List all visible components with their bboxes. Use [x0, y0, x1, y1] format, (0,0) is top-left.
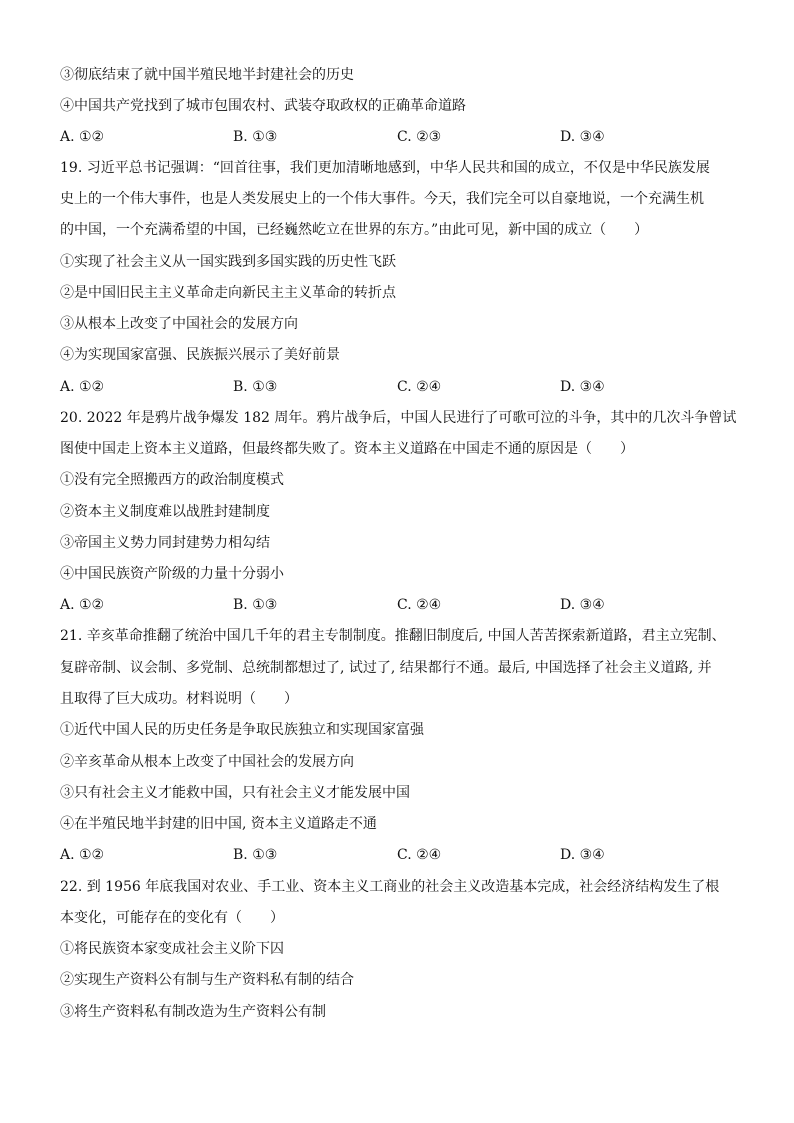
- q19-option-c[interactable]: C. ②④: [397, 379, 442, 395]
- q20-options: [60, 595, 750, 615]
- q20-option-b[interactable]: B. ①③: [233, 597, 278, 613]
- q18-option-b[interactable]: B. ①③: [233, 129, 278, 145]
- q20-stem-line-1: 20. 2022 年是鸦片战争爆发 182 周年。鸦片战争后，中国人民进行了可歌可泣的斗争，其中的几次斗争曾试: [60, 410, 737, 426]
- q21-stem-line-2: 复辟帝制、议会制、多党制、总统制都想过了, 试过了, 结果都行不通。最后, 中国选择了社会主义道路, 并: [60, 660, 712, 676]
- q21-option-b[interactable]: B. ①③: [233, 847, 278, 863]
- q21-stem-line-1: 21. 辛亥革命推翻了统治中国几千年的君主专制制度。推翻旧制度后, 中国人苦苦探索新道路，君主立宪制、: [60, 628, 726, 644]
- q18-option-c[interactable]: C. ②③: [397, 129, 442, 145]
- q19-stem-line-2: 史上的一个伟大事件，也是人类发展史上的一个伟大事件。今天，我们完全可以自豪地说，一个充满生机: [60, 191, 704, 207]
- q22-item-2: ②实现生产资料公有制与生产资料私有制的结合: [60, 972, 354, 988]
- q18-item-4: ④中国共产党找到了城市包围农村、武装夺取政权的正确革命道路: [60, 98, 466, 114]
- q21-option-d[interactable]: D. ③④: [560, 847, 605, 863]
- q19-option-a[interactable]: A. ①②: [60, 379, 105, 395]
- q20-item-1: ①没有完全照搬西方的政治制度模式: [60, 472, 284, 488]
- q22-stem-line-1: 22. 到 1956 年底我国对农业、手工业、资本主义工商业的社会主义改造基本完成，社会经济结构发生了根: [60, 879, 720, 895]
- q21-options: [60, 845, 750, 865]
- q19-item-1: ①实现了社会主义从一国实践到多国实践的历史性飞跃: [60, 254, 396, 270]
- q19-stem-line-1: 19. 习近平总书记强调：“回首往事，我们更加清晰地感到，中华人民共和国的成立，不仅是中华民族发展: [60, 160, 710, 176]
- q21-option-a[interactable]: A. ①②: [60, 847, 105, 863]
- q19-option-d[interactable]: D. ③④: [560, 379, 605, 395]
- q20-item-4: ④中国民族资产阶级的力量十分弱小: [60, 566, 284, 582]
- q20-option-a[interactable]: A. ①②: [60, 597, 105, 613]
- q21-item-2: ②辛亥革命从根本上改变了中国社会的发展方向: [60, 754, 354, 770]
- q19-option-b[interactable]: B. ①③: [233, 379, 278, 395]
- q20-stem-line-2: 图使中国走上资本主义道路，但最终都失败了。资本主义道路在中国走不通的原因是（ ）: [60, 441, 634, 457]
- q21-stem-line-3: 且取得了巨大成功。材料说明（ ）: [60, 691, 298, 707]
- q18-item-3: ③彻底结束了就中国半殖民地半封建社会的历史: [60, 67, 354, 83]
- q20-option-c[interactable]: C. ②④: [397, 597, 442, 613]
- q22-stem-line-2: 本变化，可能存在的变化有（ ）: [60, 910, 284, 926]
- q20-item-3: ③帝国主义势力同封建势力相勾结: [60, 535, 270, 551]
- q19-item-2: ②是中国旧民主主义革命走向新民主主义革命的转折点: [60, 285, 396, 301]
- q21-item-1: ①近代中国人民的历史任务是争取民族独立和实现国家富强: [60, 722, 424, 738]
- q22-item-1: ①将民族资本家变成社会主义阶下囚: [60, 941, 284, 957]
- q22-item-3: ③将生产资料私有制改造为生产资料公有制: [60, 1004, 326, 1020]
- q20-item-2: ②资本主义制度难以战胜封建制度: [60, 504, 270, 520]
- q18-option-a[interactable]: A. ①②: [60, 129, 105, 145]
- q18-option-d[interactable]: D. ③④: [560, 129, 605, 145]
- q19-options: [60, 377, 750, 397]
- q19-item-3: ③从根本上改变了中国社会的发展方向: [60, 316, 298, 332]
- q19-stem-line-3: 的中国，一个充满希望的中国，已经巍然屹立在世界的东方。”由此可见，新中国的成立（ ）: [60, 222, 649, 238]
- q19-item-4: ④为实现国家富强、民族振兴展示了美好前景: [60, 347, 340, 363]
- q20-option-d[interactable]: D. ③④: [560, 597, 605, 613]
- q21-item-3: ③只有社会主义才能救中国，只有社会主义才能发展中国: [60, 785, 410, 801]
- q18-options: [60, 127, 750, 147]
- q21-option-c[interactable]: C. ②④: [397, 847, 442, 863]
- q21-item-4: ④在半殖民地半封建的旧中国, 资本主义道路走不通: [60, 816, 377, 832]
